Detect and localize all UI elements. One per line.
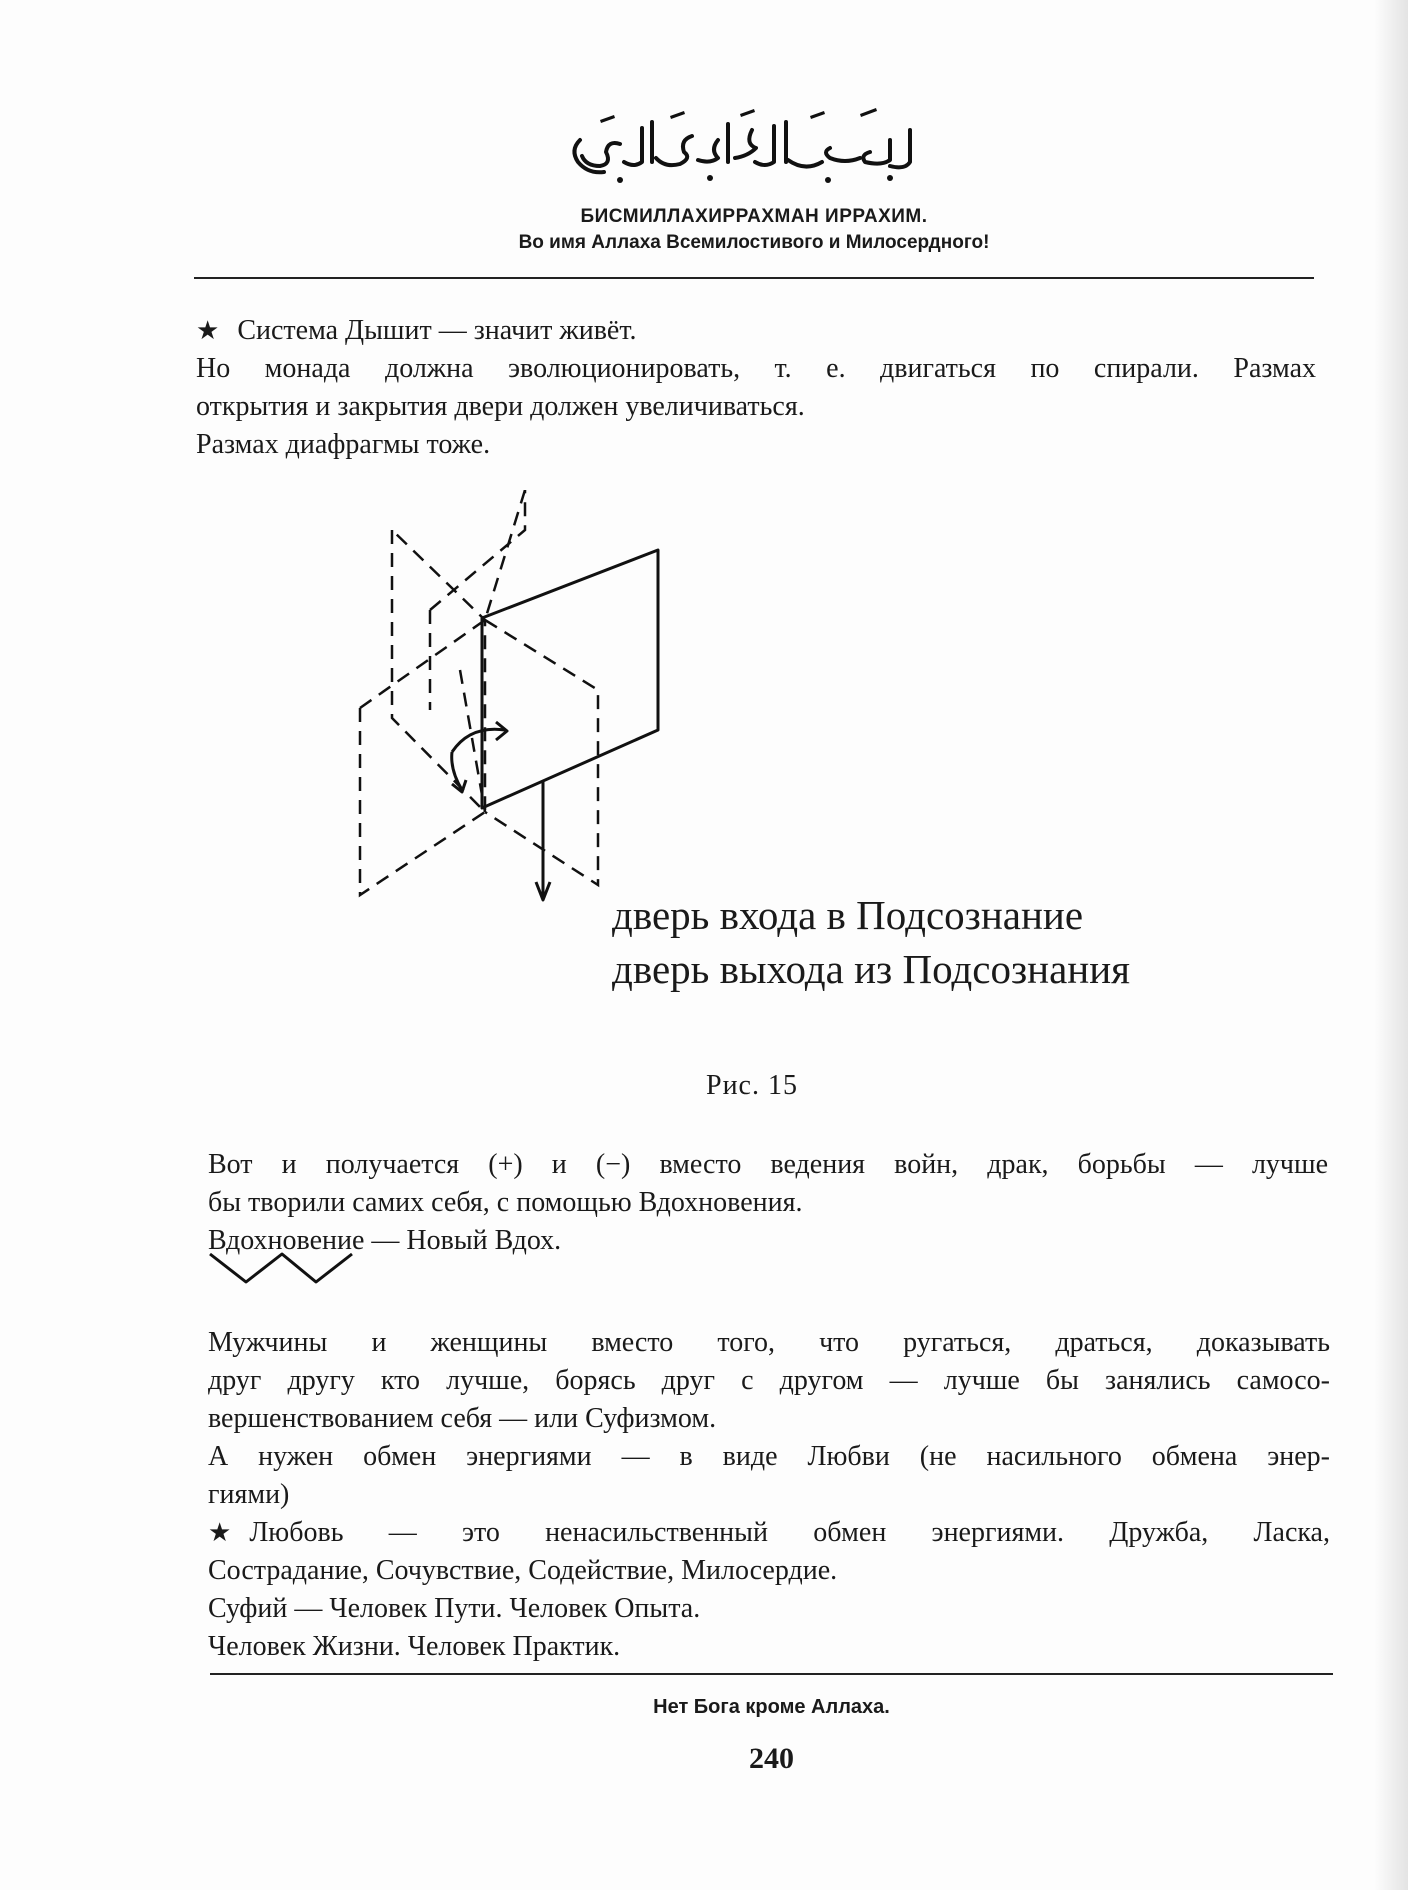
text-line: Вот и получается (+) и (−) вместо ведения войн, драк, борьбы — лучше xyxy=(208,1149,1328,1180)
text-line-content: Любовь — это ненасильственный обмен энергиями. Дружба, Ласка, xyxy=(249,1517,1330,1548)
text-line: вершенствованием себя — или Суфизмом. xyxy=(208,1403,717,1434)
text-line xyxy=(208,1514,1330,1552)
dashed-plane-right xyxy=(430,490,525,710)
solid-door-plane xyxy=(482,550,658,808)
text-line: Мужчины и женщины вместо того, что ругаться, драться, доказывать xyxy=(208,1327,1330,1358)
text-line: А нужен обмен энергиями — в виде Любви (не насильного обмена энер- xyxy=(208,1441,1330,1472)
label-entry-door: дверь входа в Подсознание xyxy=(612,892,1084,938)
text-line: бы творили самих себя, с помощью Вдохновения. xyxy=(208,1187,803,1218)
footer-text: Нет Бога кроме Аллаха. xyxy=(653,1696,890,1718)
header-title: БИСМИЛЛАХИРРАХМАН ИРРАХИМ. xyxy=(580,206,928,227)
text-line: Размах диафрагмы тоже. xyxy=(196,429,491,460)
section-1 xyxy=(196,312,1316,464)
page-edge-shadow xyxy=(1374,0,1408,1890)
zigzag-breath-icon xyxy=(206,1248,356,1288)
black-star-icon: ★ xyxy=(196,316,220,345)
text-line: гиями) xyxy=(208,1479,290,1510)
text-line: Вдохновение — Новый Вдох. xyxy=(208,1225,562,1256)
text-line: Но монада должна эволюционировать, т. е. двигаться по спирали. Размах xyxy=(196,353,1316,384)
door-labels xyxy=(612,888,1130,996)
text-line: друг другу кто лучше, борясь друг с другом — лучше бы занялись самосо- xyxy=(208,1365,1330,1396)
text-line: Человек Жизни. Человек Практик. xyxy=(208,1631,621,1662)
text-line: открытия и закрытия двери должен увеличиваться. xyxy=(196,391,805,422)
page-number: 240 xyxy=(749,1742,794,1775)
doors-diagram xyxy=(340,490,700,910)
figure-caption: Рис. 15 xyxy=(706,1070,798,1101)
basmala-calligraphy xyxy=(560,100,930,190)
black-star-icon: ★ xyxy=(208,1518,232,1547)
text-line xyxy=(196,312,1316,350)
dashed-plane-left xyxy=(392,530,485,812)
section-2 xyxy=(208,1146,1328,1260)
text-line: Суфий — Человек Пути. Человек Опыта. xyxy=(208,1593,701,1624)
section-3 xyxy=(208,1324,1330,1666)
label-exit-door: дверь выхода из Подсознания xyxy=(612,946,1131,992)
top-divider xyxy=(194,277,1314,279)
text-line: Сострадание, Сочувствие, Содействие, Милосердие. xyxy=(208,1555,838,1586)
header-subtitle: Во имя Аллаха Всемилостивого и Милосердного! xyxy=(518,232,990,253)
text-line-content: Система Дышит — значит живёт. xyxy=(237,315,637,346)
bottom-divider xyxy=(210,1673,1333,1675)
